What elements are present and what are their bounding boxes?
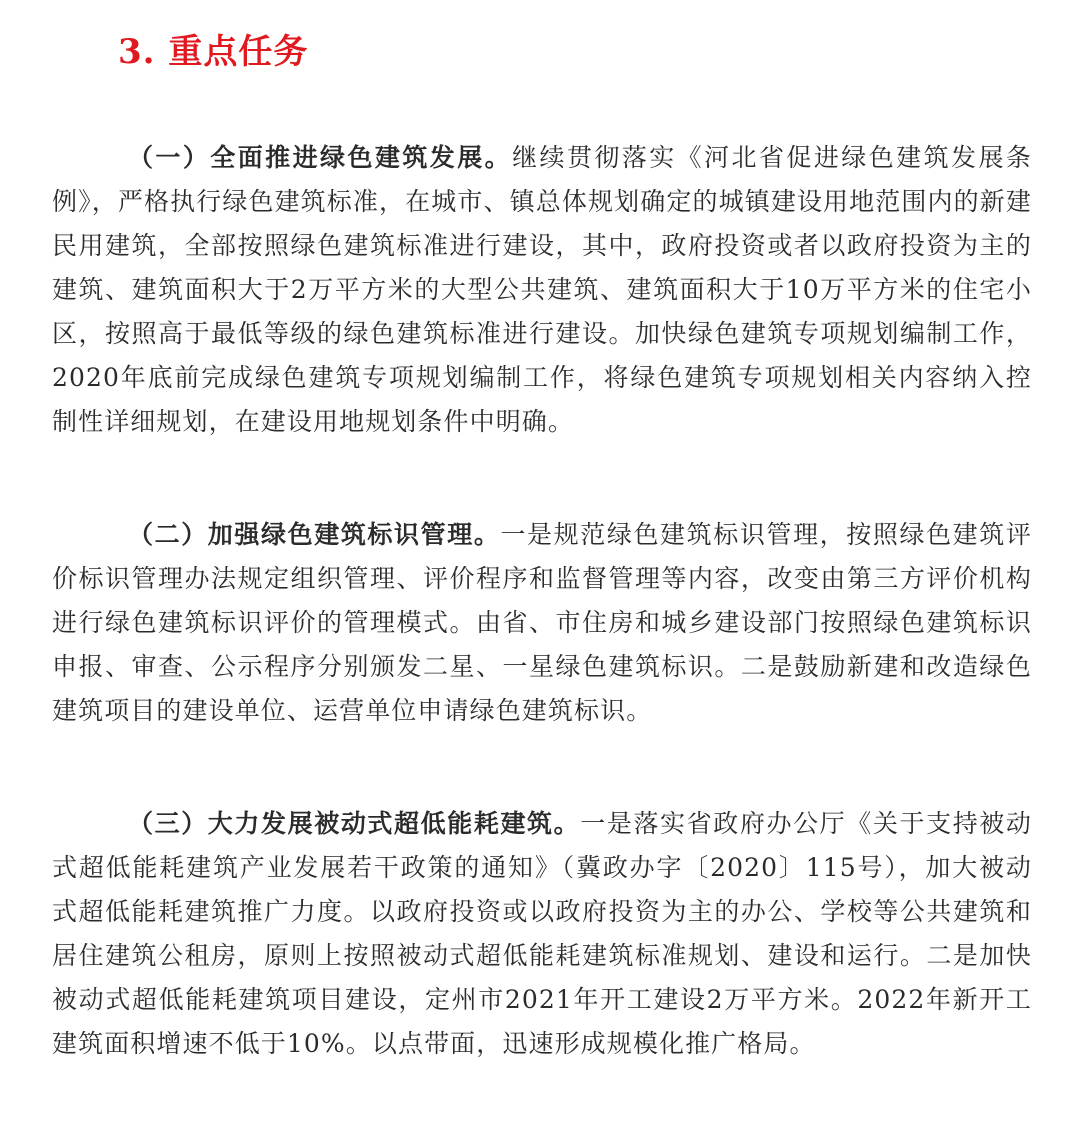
paragraph-body: 一是落实省政府办公厅《关于支持被动式超低能耗建筑产业发展若干政策的通知》（冀政办字〔2020〕115号），加大被动式超低能耗建筑推广力度。以政府投资或以政府投资为主的办公、学校等公共建筑和居住建筑公租房，原则上按照被动式超低能耗建筑标准规划、建设和运行。二是加快被动式超低能耗建筑项目建设，定州市2021年开工建设2万平方米。2022年新开工建筑面积增速不低于10%。以点带面，迅速形成规模化推广格局。 bbox=[52, 809, 1032, 1058]
paragraph-lead: （三）大力发展被动式超低能耗建筑。 bbox=[128, 809, 581, 838]
paragraph-body: 继续贯彻落实《河北省促进绿色建筑发展条例》，严格执行绿色建筑标准，在城市、镇总体规划确定的城镇建设用地范围内的新建民用建筑，全部按照绿色建筑标准进行建设，其中，政府投资或者以政府投资为主的建筑、建筑面积大于2万平方米的大型公共建筑、建筑面积大于10万平方米的住宅小区，按照高于最低等级的绿色建筑标准进行建设。加快绿色建筑专项规划编制工作，2020年底前完成绿色建筑专项规划编制工作，将绿色建筑专项规划相关内容纳入控制性详细规划，在建设用地规划条件中明确。 bbox=[52, 143, 1032, 436]
paragraph-green-building-development bbox=[52, 136, 1032, 444]
paragraph-lead: （二）加强绿色建筑标识管理。 bbox=[128, 520, 501, 549]
paragraph-passive-ultra-low-energy bbox=[52, 802, 1032, 1066]
paragraph-body: 一是规范绿色建筑标识管理，按照绿色建筑评价标识管理办法规定组织管理、评价程序和监督管理等内容，改变由第三方评价机构进行绿色建筑标识评价的管理模式。由省、市住房和城乡建设部门按照绿色建筑标识申报、审查、公示程序分别颁发二星、一星绿色建筑标识。二是鼓励新建和改造绿色建筑项目的建设单位、运营单位申请绿色建筑标识。 bbox=[52, 520, 1032, 725]
paragraph-green-building-labeling bbox=[52, 513, 1032, 733]
paragraph-lead: （一）全面推进绿色建筑发展。 bbox=[128, 143, 513, 172]
section-title: 3. 重点任务 bbox=[118, 32, 309, 72]
